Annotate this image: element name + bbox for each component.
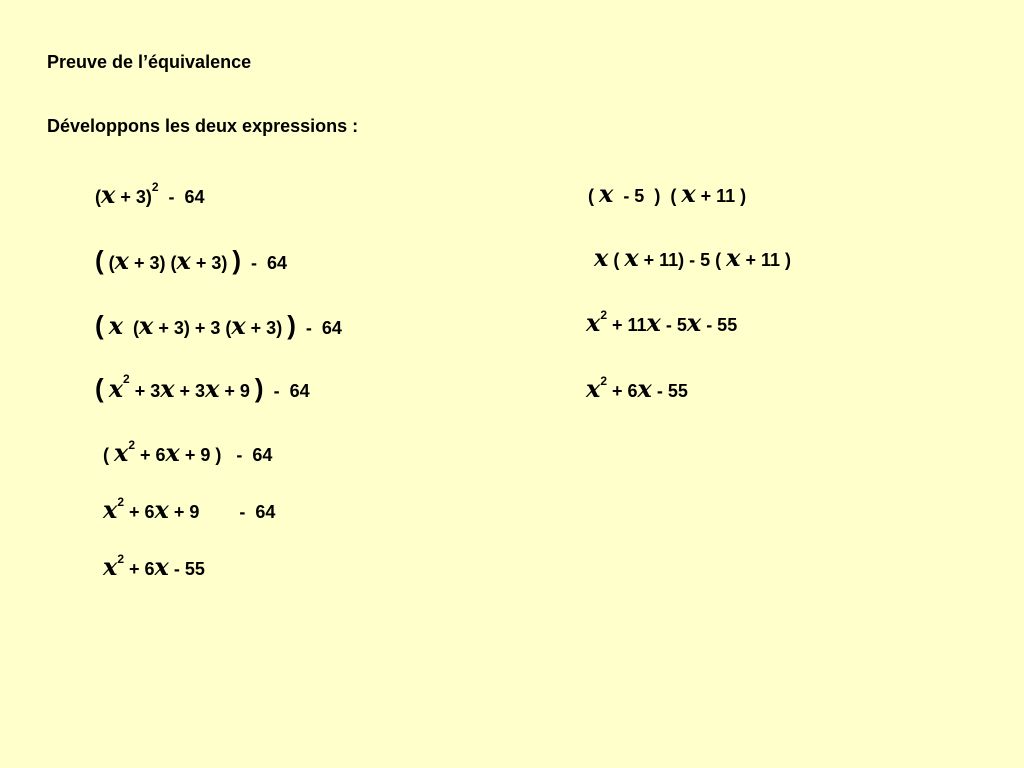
left-line-3: ( x (x + 3) + 3 (x + 3) ) - 64: [95, 310, 342, 340]
right-line-4: $x^2 + 6x - 55$: [586, 374, 688, 403]
left-line-5: ( $x^2 + 6x + 9$ ) - 64: [103, 438, 273, 467]
left-line-6: $x^2 + 6x + 9$ - 64: [103, 495, 276, 524]
page-subtitle: Développons les deux expressions :: [47, 116, 359, 136]
left-line-1: $(x + 3)^2 - 64$: [95, 180, 205, 209]
right-line-3: $x^2 + 11x - 5x - 55$: [586, 308, 738, 337]
left-line-7: $x^2 + 6x - 55$: [103, 552, 205, 581]
page-title: Preuve de l’équivalence: [47, 52, 252, 72]
left-line-4: ( $x^2 + 3x + 3x + 9$ ) - 64: [95, 372, 310, 403]
right-line-2: x ( x + 11) - 5 ( x + 11 ): [594, 243, 792, 272]
right-line-1: ( x - 5 ) ( x + 11 ): [588, 179, 747, 208]
left-line-2: ( (x + 3) (x + 3) ) - 64: [95, 245, 288, 275]
